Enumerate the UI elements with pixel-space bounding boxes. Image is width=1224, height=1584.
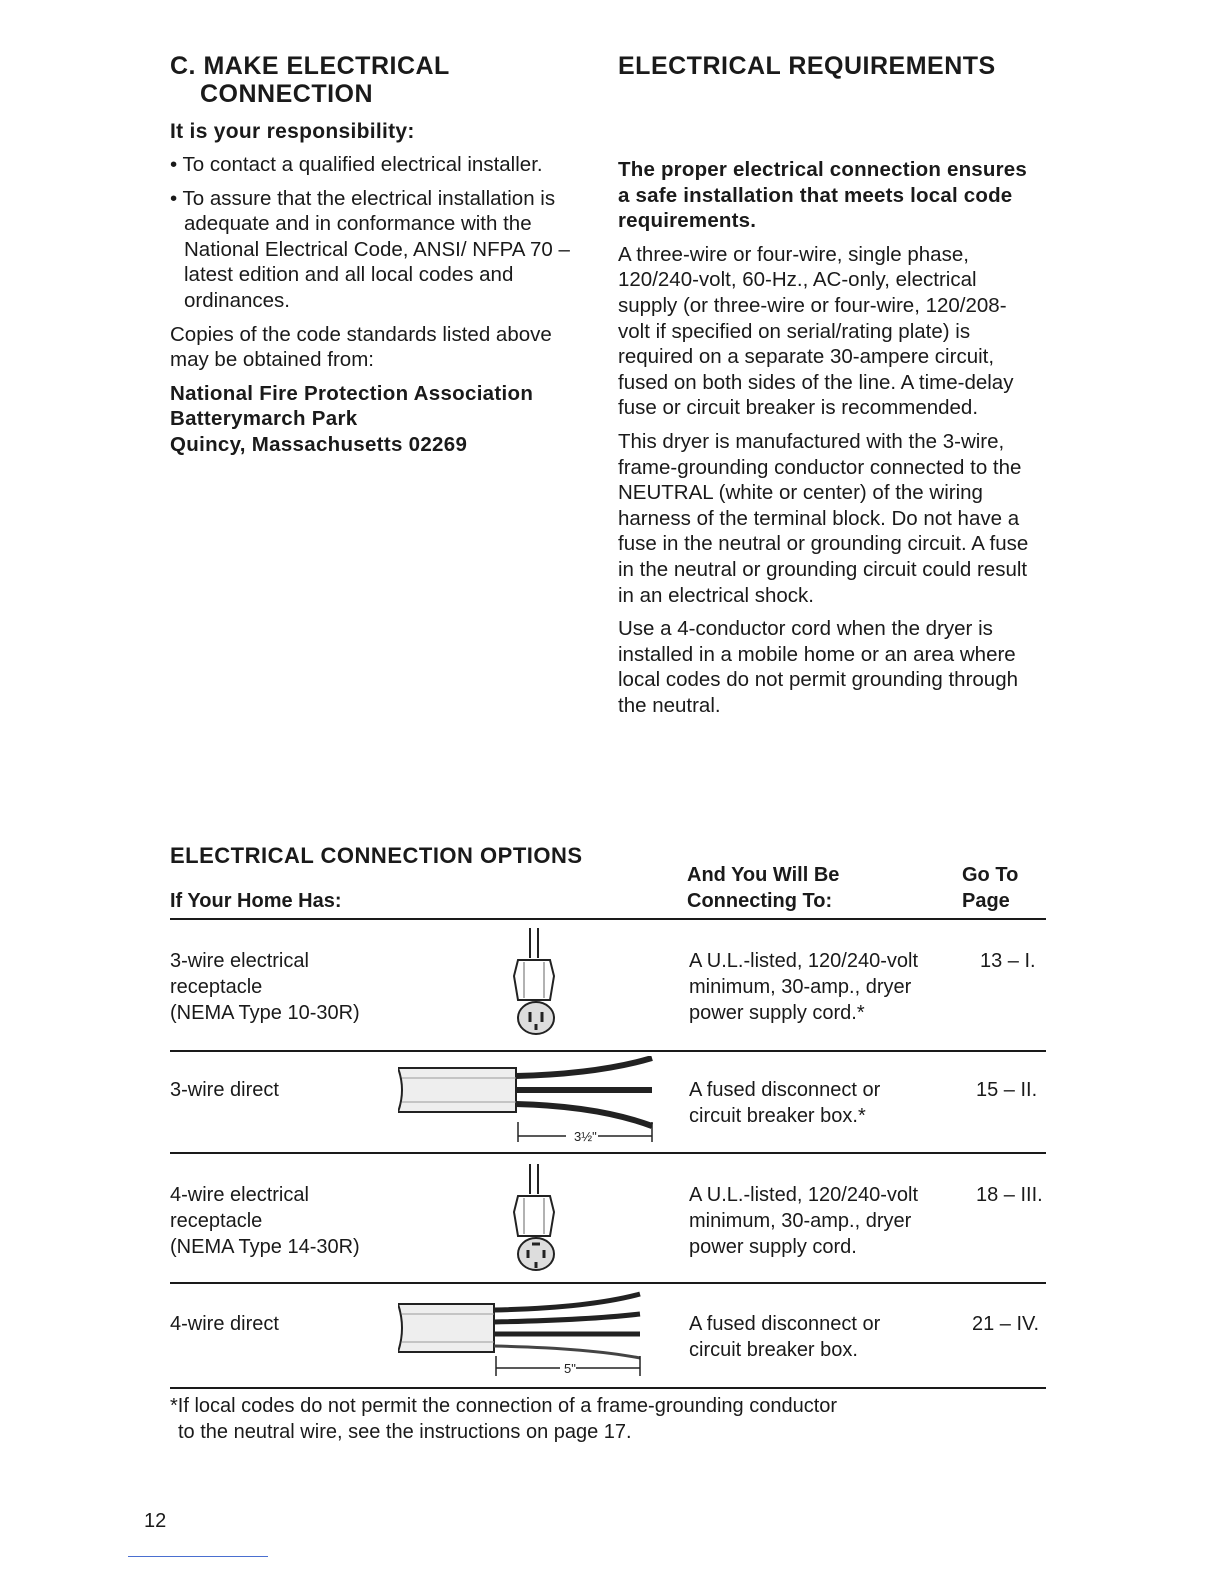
address-block [170,381,588,458]
bullet-item: • To assure that the electrical installation is adequate and in conformance with the National Electrical Code, ANSI/ NFPA 70 – latest edition and all local codes and ordinances. [170,186,570,312]
table-rule [170,918,1046,920]
row1-home-line: receptacle [170,976,263,998]
row2-home-line: 3-wire direct [170,1079,279,1101]
table-rule [170,1050,1046,1052]
options-title: ELECTRICAL CONNECTION OPTIONS [170,843,583,868]
col-header-page-line1: Go To [962,864,1019,886]
3-prong-receptacle-plug-icon [500,928,570,1040]
row4-connect [689,1311,880,1363]
row3-home-line: (NEMA Type 14-30R) [170,1236,360,1258]
row1-page: 13 – I. [980,950,1036,972]
footnote-line: *If local codes do not permit the connection of a frame-grounding conductor [170,1395,838,1417]
address-line: Quincy, Massachusetts 02269 [170,432,468,456]
address-line: Batterymarch Park [170,407,358,431]
col-header-page [962,862,1018,914]
requirements-paragraph: Use a 4-conductor cord when the dryer is installed in a mobile home or an area where local codes do not permit grounding through the neutral. [618,617,1019,717]
requirements-heading: ELECTRICAL REQUIREMENTS [618,52,996,80]
row1-connect-line: A U.L.-listed, 120/240-volt [689,950,919,972]
footnote [170,1393,837,1445]
row1-connect [689,948,918,1026]
row3-home-line: 4-wire electrical [170,1184,309,1206]
row3-page: 18 – III. [976,1184,1043,1206]
row1-connect-line: power supply cord.* [689,1002,865,1024]
row1-connect-line: minimum, 30-amp., dryer [689,976,912,998]
copies-text: Copies of the code standards listed above may be obtained from: [170,322,552,372]
requirements-paragraph: A three-wire or four-wire, single phase, 120/240-volt, 60-Hz., AC-only, electrical supply (or three-wire or four-wire, 120/208-volt if specified on serial/rating plate) is required on a separate 30-ampere circuit, fused on both sides of the line. A time-delay fuse or circuit breaker is recommended. [618,242,1014,420]
row1-home [170,948,360,1026]
responsibility-list [170,152,588,458]
col-header-home: If Your Home Has: [170,890,342,912]
4-wire-cable-icon [398,1290,660,1380]
row3-connect [689,1182,918,1260]
table-rule [170,1387,1046,1389]
col-header-connect [687,862,839,914]
row3-home-line: receptacle [170,1210,263,1232]
row4-page: 21 – IV. [972,1313,1040,1335]
requirements-paragraph: This dryer is manufactured with the 3-wire, frame-grounding conductor connected to the NEUTRAL (white or center) of the wiring harness of the terminal block. Do not have a fuse in the neutral or grounding circuit. A fuse in the neutral or grounding circuit could result in an electrical shock. [618,429,1029,607]
bottom-divider [128,1556,268,1557]
row1-home-line: (NEMA Type 10-30R) [170,1002,360,1024]
row4-connect-line: circuit breaker box. [689,1339,858,1361]
row2-home [170,1077,279,1103]
row2-connect [689,1077,880,1129]
col-header-connect-line1: And You Will Be [687,864,840,886]
requirements-intro: The proper electrical connection ensures a safe installation that meets local code requirements. [618,158,1028,233]
table-rule [170,1152,1046,1154]
row2-dimension: 3½" [574,1129,597,1144]
address-line: National Fire Protection Association [170,381,534,405]
4-prong-receptacle-plug-icon [500,1164,570,1276]
row4-home [170,1311,279,1337]
section-heading-line2: CONNECTION [200,80,374,108]
bullet-item: • To contact a qualified electrical installer. [170,153,543,176]
3-wire-cable-icon [398,1056,660,1146]
col-header-page-line2: Page [962,890,1010,912]
row2-connect-line: circuit breaker box.* [689,1105,866,1127]
row1-home-line: 3-wire electrical [170,950,309,972]
row3-home [170,1182,360,1260]
row4-connect-line: A fused disconnect or [689,1313,881,1335]
row3-connect-line: minimum, 30-amp., dryer [689,1210,912,1232]
row4-home-line: 4-wire direct [170,1313,279,1335]
row3-connect-line: A U.L.-listed, 120/240-volt [689,1184,919,1206]
footnote-line: to the neutral wire, see the instructions on page 17. [178,1421,632,1443]
table-rule [170,1282,1046,1284]
row2-connect-line: A fused disconnect or [689,1079,881,1101]
section-heading-line1: C. MAKE ELECTRICAL [170,52,450,80]
section-heading [170,52,450,108]
row3-connect-line: power supply cord. [689,1236,857,1258]
row2-page: 15 – II. [976,1079,1038,1101]
page-number: 12 [144,1510,167,1532]
requirements-body [618,157,1030,726]
row4-dimension: 5" [564,1361,576,1376]
col-header-connect-line2: Connecting To: [687,890,833,912]
responsibility-label: It is your responsibility: [170,120,415,143]
